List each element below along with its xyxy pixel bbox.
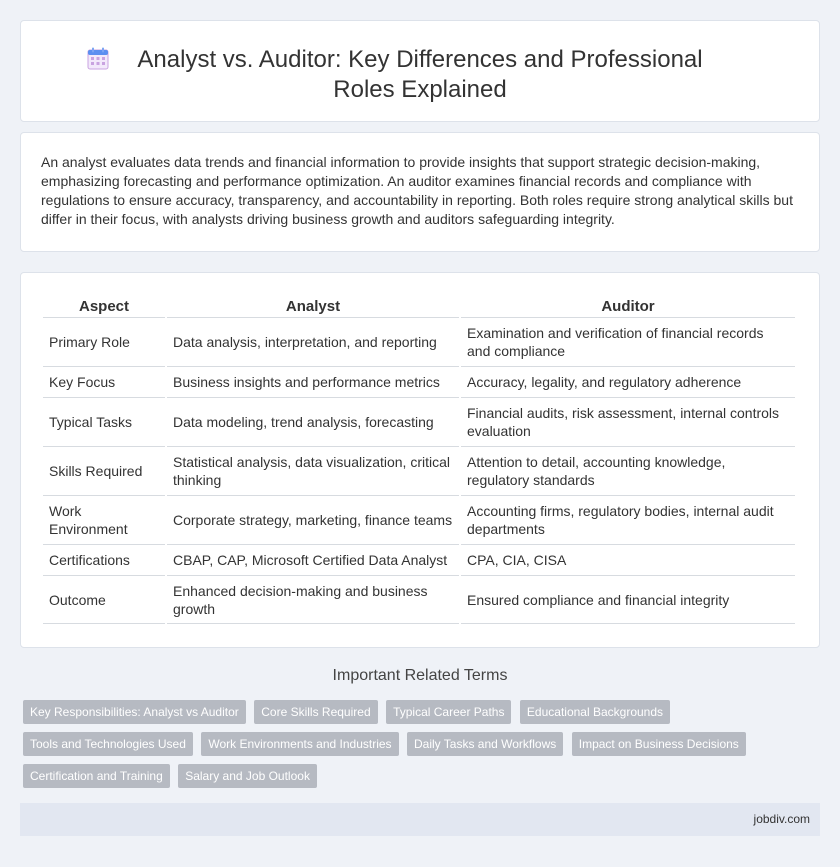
site-link[interactable]: jobdiv.com xyxy=(753,812,810,826)
related-tags xyxy=(23,700,783,796)
table-row xyxy=(43,575,795,624)
tag-link[interactable]: Typical Career Paths xyxy=(386,700,511,724)
comparison-card xyxy=(20,272,820,648)
tag-link[interactable]: Salary and Job Outlook xyxy=(178,764,317,788)
tag-link[interactable]: Educational Backgrounds xyxy=(520,700,670,724)
table-header-row xyxy=(43,295,795,317)
page-title: Analyst vs. Auditor: Key Differences and Professional Roles Explained xyxy=(137,46,703,103)
header-auditor: Auditor xyxy=(601,297,655,315)
tag-link[interactable]: Certification and Training xyxy=(23,764,170,788)
table-row xyxy=(43,446,795,495)
cell-analyst: Enhanced decision-making and business growth xyxy=(167,575,459,624)
tag-link[interactable]: Key Responsibilities: Analyst vs Auditor xyxy=(23,700,246,724)
cell-aspect: Outcome xyxy=(43,575,165,624)
cell-auditor: Examination and verification of financial records and compliance xyxy=(461,317,795,366)
cell-aspect: Work Environment xyxy=(43,495,165,544)
header-analyst: Analyst xyxy=(285,297,341,315)
cell-aspect: Key Focus xyxy=(43,366,165,397)
cell-aspect: Typical Tasks xyxy=(43,397,165,446)
tag-link[interactable]: Tools and Technologies Used xyxy=(23,732,193,756)
cell-auditor: Financial audits, risk assessment, internal controls evaluation xyxy=(461,397,795,446)
cell-auditor: Attention to detail, accounting knowledge, regulatory standards xyxy=(461,446,795,495)
cell-aspect: Skills Required xyxy=(43,446,165,495)
cell-analyst: Statistical analysis, data visualization, critical thinking xyxy=(167,446,459,495)
intro-card xyxy=(20,132,820,252)
cell-aspect: Certifications xyxy=(43,544,165,575)
header-aspect: Aspect xyxy=(78,297,130,315)
cell-analyst: Data analysis, interpretation, and reporting xyxy=(167,317,459,366)
cell-auditor: Accuracy, legality, and regulatory adherence xyxy=(461,366,795,397)
footer xyxy=(20,803,820,836)
comparison-table xyxy=(41,295,797,624)
tag-link[interactable]: Impact on Business Decisions xyxy=(572,732,746,756)
tag-link[interactable]: Core Skills Required xyxy=(254,700,377,724)
tag-link[interactable]: Work Environments and Industries xyxy=(201,732,398,756)
table-row xyxy=(43,544,795,575)
table-row xyxy=(43,495,795,544)
cell-auditor: Accounting firms, regulatory bodies, internal audit departments xyxy=(461,495,795,544)
cell-auditor: CPA, CIA, CISA xyxy=(461,544,795,575)
intro-paragraph: An analyst evaluates data trends and financial information to provide insights that support strategic decision-making, emphasizing forecasting and performance optimization. An auditor examines financial records and compliance with regulations to ensure accuracy, transparency, and accountability in reporting. Both roles require strong analytical skills but differ in their focus, with analysts driving business growth and auditors safeguarding integrity. xyxy=(41,154,793,227)
cell-analyst: Data modeling, trend analysis, forecasting xyxy=(167,397,459,446)
table-row xyxy=(43,317,795,366)
tag-link[interactable]: Daily Tasks and Workflows xyxy=(407,732,563,756)
cell-analyst: Business insights and performance metrics xyxy=(167,366,459,397)
cell-auditor: Ensured compliance and financial integrity xyxy=(461,575,795,624)
cell-analyst: CBAP, CAP, Microsoft Certified Data Analyst xyxy=(167,544,459,575)
cell-aspect: Primary Role xyxy=(43,317,165,366)
table-row xyxy=(43,366,795,397)
cell-analyst: Corporate strategy, marketing, finance teams xyxy=(167,495,459,544)
title-card xyxy=(20,20,820,122)
table-row xyxy=(43,397,795,446)
related-terms-heading: Important Related Terms xyxy=(332,667,508,684)
